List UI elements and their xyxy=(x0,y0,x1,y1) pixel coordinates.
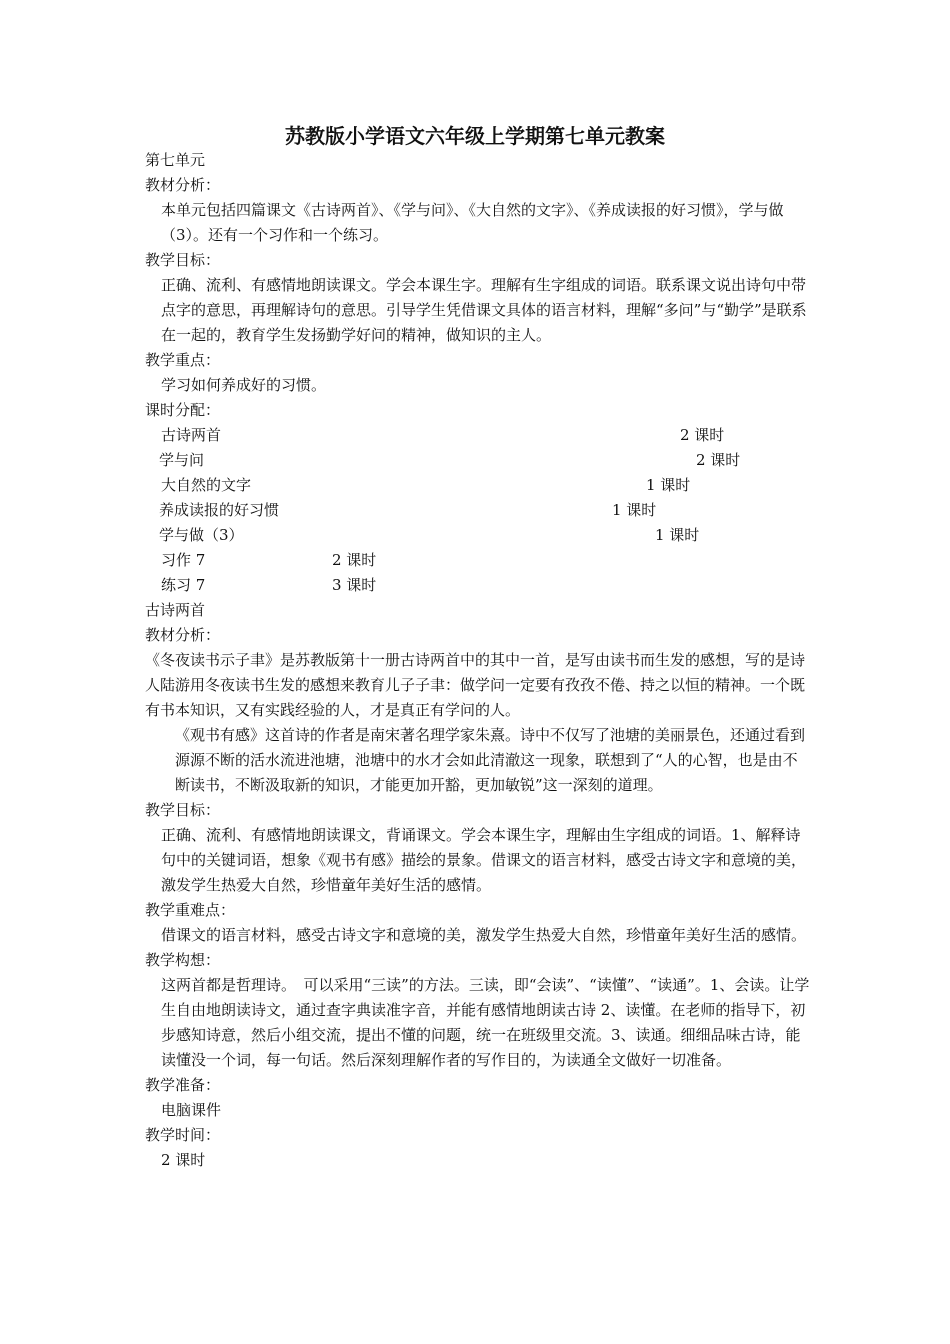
key-points-text: 学习如何养成好的习惯。 xyxy=(161,376,327,394)
design-text: 这两首都是哲理诗。 可以采用“三读”的方法。三读，即“会读”、“读懂”、“读通”。1、会读。让学生自由地朗读诗文，通过查字典读准字音，并能有感情地朗读古诗 2、读懂。在老师的指导下，初步感知诗意，然后小组交流，提出不懂的问题，统一在班级里交流。3、读通。细细品味古诗，能读懂没一个词，每一句话。然后深刻理解作者的写作目的，为读通全文做好一切准备。 xyxy=(161,976,810,1069)
lesson-analysis-paragraph-1: 《冬夜读书示子聿》是苏教版第十一册古诗两首中的其中一首，是写由读书而生发的感想，写的是诗人陆游用冬夜读书生发的感想来教育儿子子聿：做学问一定要有孜孜不倦、持之以恒的精神。一个既有书本知识，又有实践经验的人，才是真正有学问的人。 xyxy=(145,651,806,719)
time-text: 2 课时 xyxy=(161,1151,206,1169)
section-label-schedule: 课时分配： xyxy=(145,401,221,419)
schedule-hours: 1 课时 xyxy=(655,526,700,544)
schedule-hours: 2 课时 xyxy=(696,451,741,469)
material-analysis-text: 本单元包括四篇课文《古诗两首》、《学与问》、《大自然的文字》、《养成读报的好习惯》，学与做（3）。还有一个习作和一个练习。 xyxy=(161,201,784,244)
schedule-item: 学与问 xyxy=(159,451,205,469)
section-label-lesson-key: 教学重难点： xyxy=(145,901,236,919)
section-label-lesson-analysis: 教材分析： xyxy=(145,626,221,644)
schedule-item: 练习 7 xyxy=(161,576,206,594)
schedule-row xyxy=(145,473,810,498)
unit-heading: 第七单元 xyxy=(145,151,206,169)
lesson-title: 古诗两首 xyxy=(145,601,206,619)
document-body xyxy=(145,148,810,1173)
goals-text: 正确、流利、有感情地朗读课文。学会本课生字。理解有生字组成的词语。联系课文说出诗句中带点字的意思，再理解诗句的意思。引导学生凭借课文具体的语言材料，理解“多问”与“勤学”是联系在一起的，教育学生发扬勤学好问的精神，做知识的主人。 xyxy=(161,276,807,344)
schedule-item: 学与做（3） xyxy=(159,526,244,544)
schedule-item: 习作 7 xyxy=(161,551,206,569)
schedule-row xyxy=(145,523,810,548)
schedule-item: 养成读报的好习惯 xyxy=(159,501,280,519)
section-label-time: 教学时间： xyxy=(145,1126,221,1144)
lesson-goals-text: 正确、流利、有感情地朗读课文，背诵课文。学会本课生字，理解由生字组成的词语。1、解释诗句中的关键词语，想象《观书有感》描绘的景象。借课文的语言材料，感受古诗文字和意境的美，激发学生热爱大自然，珍惜童年美好生活的感情。 xyxy=(161,826,807,894)
section-label-key-points: 教学重点： xyxy=(145,351,221,369)
section-label-material-analysis: 教材分析： xyxy=(145,176,221,194)
schedule-hours: 1 课时 xyxy=(646,476,691,494)
schedule-row xyxy=(145,548,810,573)
schedule-hours: 1 课时 xyxy=(612,501,657,519)
section-label-lesson-goals: 教学目标： xyxy=(145,801,221,819)
schedule-item: 古诗两首 xyxy=(161,426,222,444)
schedule-hours: 2 课时 xyxy=(332,551,377,569)
lesson-analysis-paragraph-2: 《观书有感》这首诗的作者是南宋著名理学家朱熹。诗中不仅写了池塘的美丽景色，还通过看到源源不断的活水流进池塘，池塘中的水才会如此清澈这一现象，联想到了“人的心智，也是由不断读书，不断汲取新的知识，才能更加开豁，更加敏锐”这一深刻的道理。 xyxy=(175,726,806,794)
section-label-preparation: 教学准备： xyxy=(145,1076,221,1094)
section-label-design: 教学构想： xyxy=(145,951,221,969)
section-label-goals: 教学目标： xyxy=(145,251,221,269)
document-title: 苏教版小学语文六年级上学期第七单元教案 xyxy=(285,124,665,148)
schedule-row xyxy=(145,573,810,598)
schedule-hours: 2 课时 xyxy=(680,426,725,444)
schedule-item: 大自然的文字 xyxy=(161,476,252,494)
lesson-key-text: 借课文的语言材料，感受古诗文字和意境的美，激发学生热爱大自然，珍惜童年美好生活的感情。 xyxy=(161,926,807,944)
schedule-hours: 3 课时 xyxy=(332,576,377,594)
schedule-row xyxy=(145,423,810,448)
preparation-text: 电脑课件 xyxy=(161,1101,222,1119)
schedule-row xyxy=(145,498,810,523)
schedule-row xyxy=(145,448,810,473)
